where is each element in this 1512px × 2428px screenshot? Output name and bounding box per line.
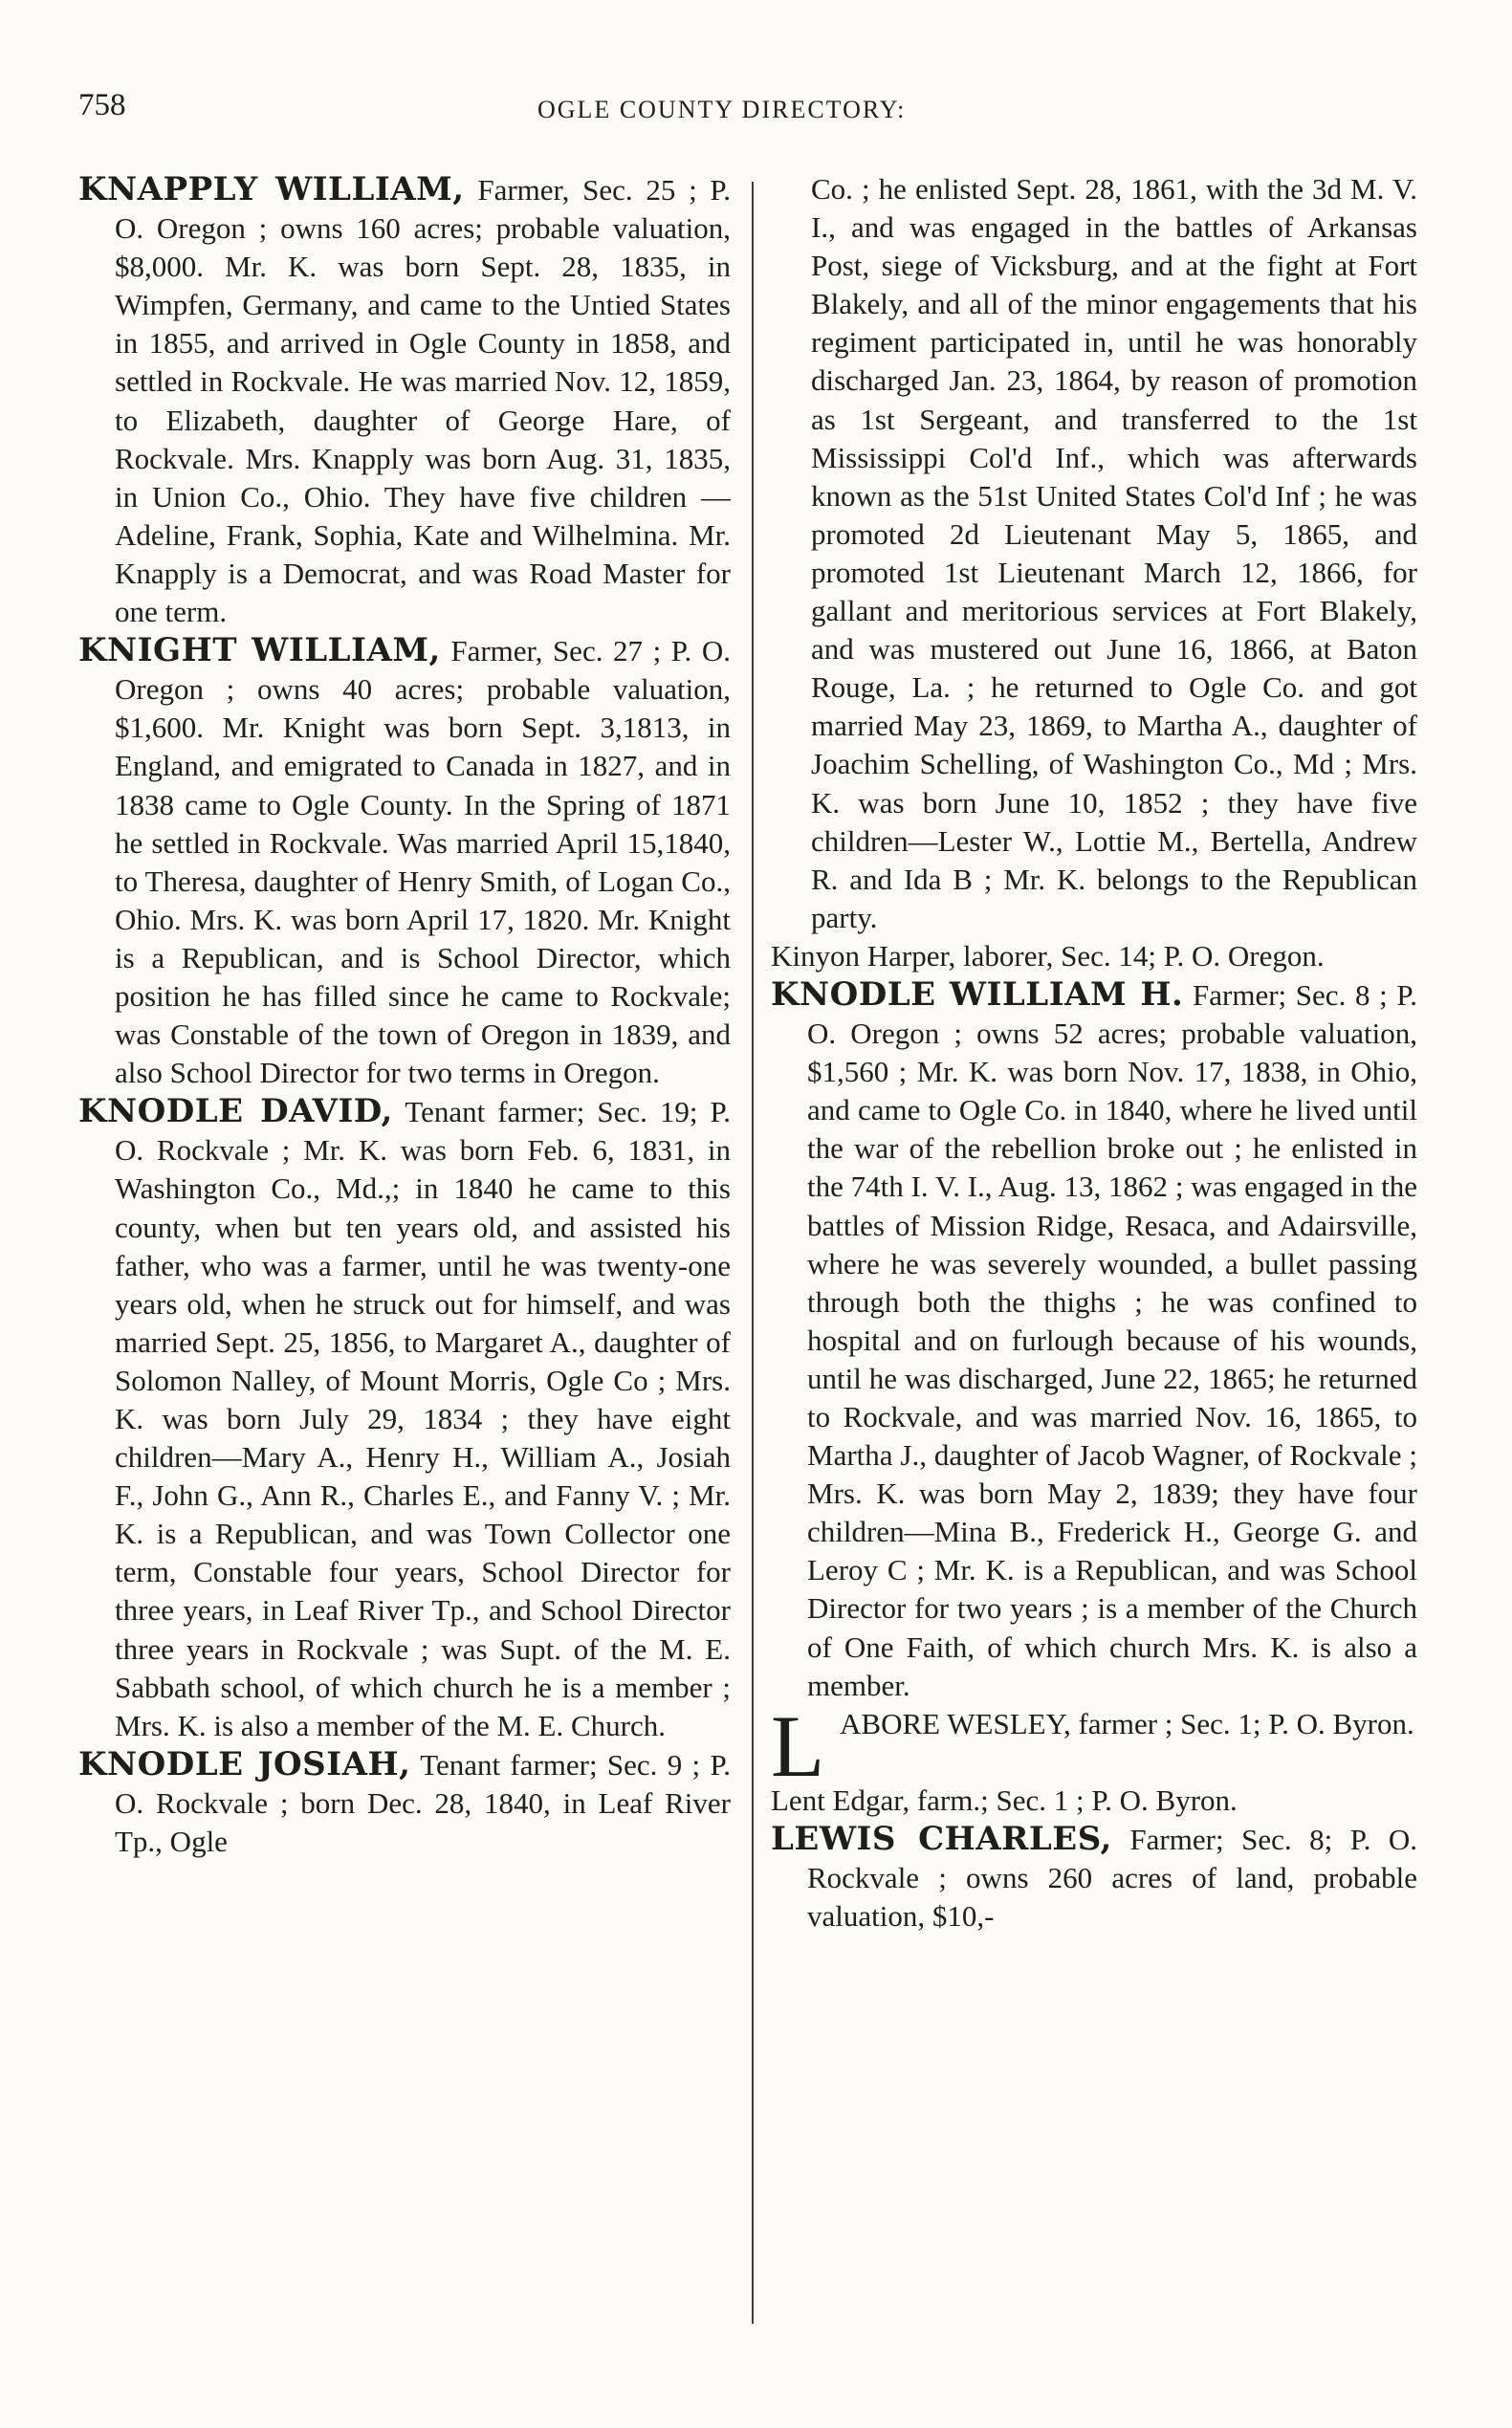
entry-text: ABORE WESLEY, farmer ; Sec. 1; P. O. Byron. [840, 1706, 1414, 1740]
entry-name: KNODLE JOSIAH, [78, 1744, 411, 1783]
entry-name: KNODLE DAVID, [78, 1092, 393, 1131]
left-column [78, 170, 731, 1861]
entry-text: Farmer, Sec. 25 ; P. O. Oregon ; owns 160 acres; probable valuation, $8,000. Mr. K. was born Sept. 28, 1835, in Wimpfen, Germany, and came to the Untied States in 1855, and arrived in Ogle County in 1858, and settled in Rockvale. He was married Nov. 12, 1859, to Elizabeth, daughter of George Hare, of Rockvale. Mrs. Knapply was born Aug. 31, 1835, in Union Co., Ohio. They have five children — Adeline, Frank, Sophia, Kate and Wilhelmina. Mr. Knapply is a Democrat, and was Road Master for one term. [115, 173, 731, 629]
entry-text: Farmer, Sec. 27 ; P. O. Oregon ; owns 40 acres; probable valuation, $1,600. Mr. Knight was born Sept. 3,1813, in England, and emigrated to Canada in 1827, and in 1838 came to Ogle County. In the Spring of 1871 he settled in Rockvale. Was married April 15,1840, to Theresa, daughter of Henry Smith, of Logan Co., Ohio. Mrs. K. was born April 17, 1820. Mr. Knight is a Republican, and is School Director, which position he has filled since he came to Rockvale; was Constable of the town of Oregon in 1839, and also School Director for two terms in Oregon. [115, 634, 731, 1090]
entry-kinyon-harper: Kinyon Harper, laborer, Sec. 14; P. O. Oregon. [771, 938, 1325, 973]
entry-name: KNAPPLY WILLIAM, [78, 170, 465, 208]
entry-text: Tenant farmer; Sec. 19; P. O. Rockvale ; Mr. K. was born Feb. 6, 1831, in Washington Co., Md.,; in 1840 he came to this county, when but ten years old, and assisted his father, who was a farmer, until he was twenty-one years old, when he struck out for himself, and was married Sept. 25, 1856, to Margaret A., daughter of Solomon Nalley, of Mount Morris, Ogle Co ; Mrs. K. was born July 29, 1834 ; they have eight children—Mary A., Henry H., William A., Josiah F., John G., Ann R., Charles E., and Fanny V. ; Mr. K. is a Republican, and was Town Collector one term, Constable four years, School Director for three years, in Leaf River Tp., and School Director three years in Rockvale ; was Supt. of the M. E. Sabbath school, of which church he is a member ; Mrs. K. is also a member of the M. E. Church. [115, 1095, 731, 1742]
entry-knapply-william [78, 170, 731, 631]
entry-text: Farmer; Sec. 8; P. O. Rockvale ; owns 260 acres of land, probable valuation, $10,- [807, 1822, 1417, 1934]
entry-name: KNODLE WILLIAM H. [771, 974, 1184, 1014]
running-head: OGLE COUNTY DIRECTORY: [537, 96, 907, 123]
entry-text: Tenant farmer; Sec. 9 ; P. O. Rockvale ; born Dec. 28, 1840, in Leaf River Tp., Ogle [115, 1747, 731, 1859]
entry-knodle-david [78, 1092, 731, 1745]
column-divider [752, 182, 754, 2324]
entry-knodle-william-h [771, 975, 1417, 1705]
section-letter-dropcap: L [771, 1696, 825, 1795]
entry-lent-edgar: Lent Edgar, farm.; Sec. 1 ; P. O. Byron. [771, 1783, 1238, 1817]
entry-text: Farmer; Sec. 8 ; P. O. Oregon ; owns 52 acres; probable valuation, $1,560 ; Mr. K. was born Nov. 17, 1838, in Ohio, and came to Ogle Co. in 1840, where he lived until the war of the rebellion broke out ; he enlisted in the 74th I. V. I., Aug. 13, 1862 ; was engaged in the battles of Mission Ridge, Resaca, and Adairsville, where he was severely wounded, a bullet passing through both the thighs ; he was confined to hospital and on furlough because of his wounds, until he was discharged, June 22, 1865; he returned to Rockvale, and was married Nov. 16, 1865, to Martha J., daughter of Jacob Wagner, of Rockvale ; Mrs. K. was born May 2, 1839; they have four children—Mina B., Frederick H., George G. and Leroy C ; Mr. K. is a Republican, and was School Director for two years ; is a member of the Church of One Faith, of which church Mrs. K. is also a member. [807, 977, 1417, 1702]
entry-name: KNIGHT WILLIAM, [78, 631, 441, 670]
page-header [78, 88, 1436, 136]
entry-lewis-charles [771, 1820, 1417, 1936]
right-column [771, 170, 1417, 1936]
entry-knodle-josiah [78, 1745, 731, 1861]
page-number: 758 [78, 88, 126, 122]
entry-knodle-josiah-continued: Co. ; he enlisted Sept. 28, 1861, with the 3d M. V. I., and was engaged in the battles of Arkansas Post, siege of Vicksburg, and at the fight at Fort Blakely, and all of the minor engagements that his regiment participated in, until he was honorably discharged Jan. 23, 1864, by reason of promotion as 1st Sergeant, and transferred to the 1st Mississippi Col'd Inf., which was afterwards known as the 51st United States Col'd Inf ; he was promoted 2d Lieutenant May 5, 1865, and promoted 1st Lieutenant March 12, 1866, for gallant and meritorious services at Fort Blakely, and was mustered out June 16, 1866, at Baton Rouge, La. ; he returned to Ogle Co. and got married May 23, 1869, to Martha A., daughter of Joachim Schelling, of Washington Co., Md ; Mrs. K. was born June 10, 1852 ; they have five children—Lester W., Lottie M., Bertella, Andrew R. and Ida B ; Mr. K. belongs to the Republican party. [811, 172, 1417, 934]
entry-labore-wesley [771, 1696, 1417, 1795]
entry-name: LEWIS CHARLES, [771, 1819, 1112, 1858]
entry-knight-william [78, 631, 731, 1092]
